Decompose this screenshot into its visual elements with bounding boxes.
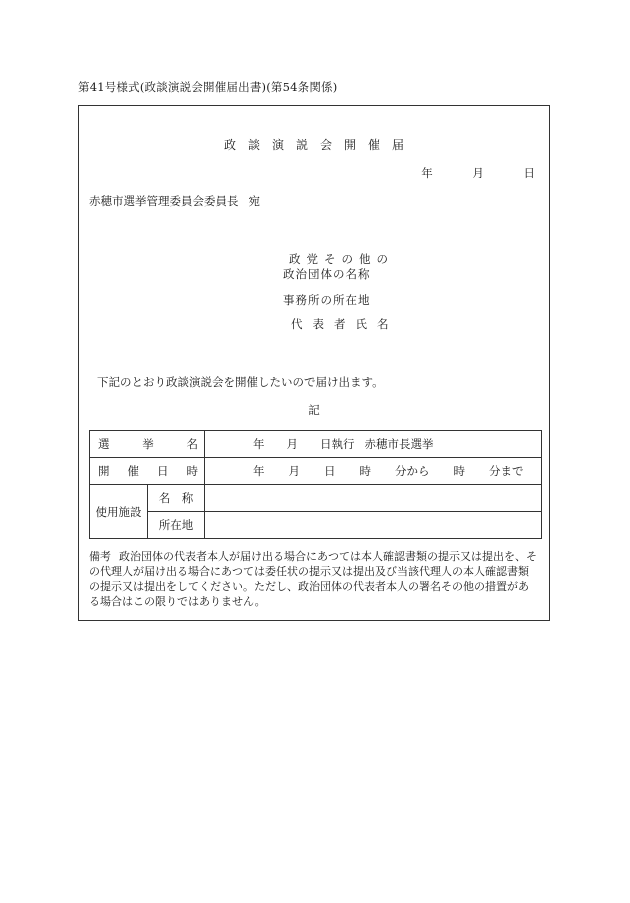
facility-name-label: 名 称: [148, 485, 205, 512]
date-year: 年: [421, 166, 433, 180]
addressee-name: 赤穂市選挙管理委員会委員長: [89, 194, 239, 208]
form-frame: [78, 105, 550, 621]
intro-sentence: 下記のとおり政談演説会を開催したいので届け出ます。: [97, 375, 384, 389]
dt-hour2: 時: [453, 464, 465, 478]
notes-heading: 備考: [89, 550, 111, 563]
facility-location-row: [90, 512, 542, 539]
facility-location-label: 所在地: [148, 512, 205, 539]
representative-name-label: 代表者氏名: [291, 317, 399, 331]
facility-label: 使用施設: [90, 485, 148, 539]
election-month: 月: [286, 437, 298, 451]
datetime-value[interactable]: [205, 458, 542, 485]
dt-until: 分まで: [489, 464, 524, 478]
date-month: 月: [472, 166, 484, 180]
facility-name-row: [90, 485, 542, 512]
notes-text: 政治団体の代表者本人が届け出る場合にあつては本人確認書類の提示又は提出を、その代理人が届け出る場合にあつては委任状の提示又は提出及び当該代理人の本人確認書類の提示又は提出をしてください。ただし、政治団体の代表者本人の署名その他の措置がある場合はこの限りではありません。: [89, 550, 537, 608]
organization-name-label: [283, 252, 394, 282]
org-label-line2: 政治団体の名称: [283, 267, 371, 281]
detail-table: [89, 430, 542, 539]
datetime-label: 開催日時: [90, 458, 205, 485]
ki-marker: 記: [308, 403, 320, 417]
datetime-row: [90, 458, 542, 485]
election-day-exec: 日執行: [320, 437, 355, 451]
date-day: 日: [523, 166, 535, 180]
addressee-suffix: 宛: [248, 194, 260, 208]
addressee: [89, 193, 260, 209]
dt-month: 月: [288, 464, 300, 478]
election-value[interactable]: [205, 431, 542, 458]
dt-hour: 時: [359, 464, 371, 478]
date-line: [385, 165, 535, 181]
election-row: [90, 431, 542, 458]
form-number-title: 第41号様式(政談演説会開催届出書)(第54条関係): [78, 80, 338, 94]
election-label: 選挙名: [90, 431, 205, 458]
dt-from: 分から: [395, 464, 430, 478]
notes: [89, 549, 539, 609]
dt-year: 年: [253, 464, 265, 478]
facility-location-value[interactable]: [205, 512, 542, 539]
facility-name-value[interactable]: [205, 485, 542, 512]
org-label-line1: 政党その他の: [289, 252, 394, 266]
election-name: 赤穂市長選挙: [364, 437, 434, 451]
election-year: 年: [253, 437, 265, 451]
document-heading: 政談演説会開催届: [223, 138, 416, 152]
office-address-label: 事務所の所在地: [283, 293, 371, 307]
dt-day: 日: [324, 464, 336, 478]
